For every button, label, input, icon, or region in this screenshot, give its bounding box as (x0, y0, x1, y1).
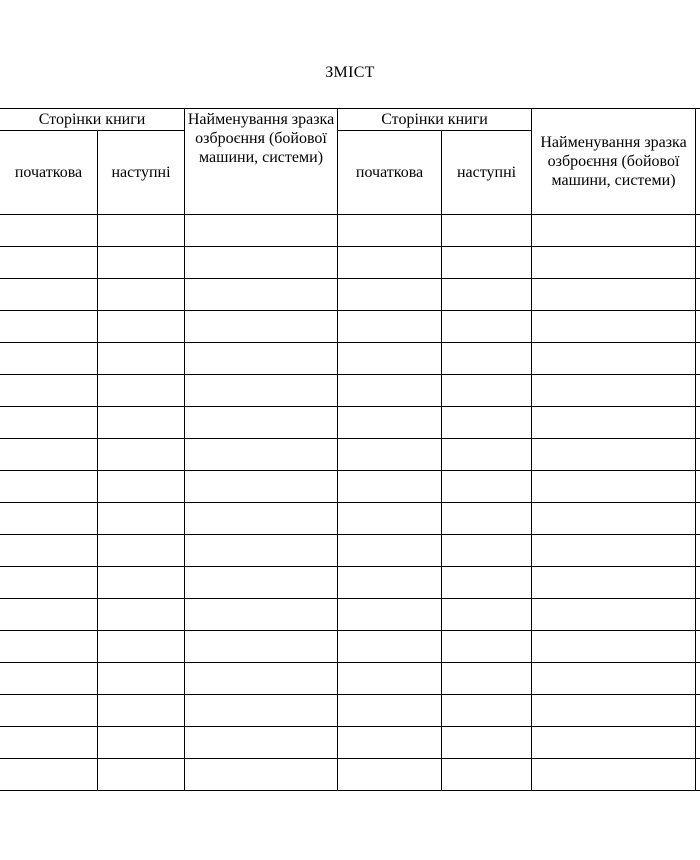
name-cell-right (532, 279, 696, 311)
extra-cell (696, 759, 700, 791)
initial-page-cell-left (0, 279, 98, 311)
name-cell-left (185, 631, 338, 663)
name-cell-right (532, 567, 696, 599)
name-cell-left (185, 343, 338, 375)
table-row (0, 343, 700, 375)
name-cell-left (185, 759, 338, 791)
initial-page-cell-right (338, 439, 442, 471)
initial-page-cell-right (338, 247, 442, 279)
next-pages-cell-left (98, 279, 185, 311)
initial-page-cell-right (338, 695, 442, 727)
initial-page-cell-right (338, 567, 442, 599)
next-pages-header-right: наступні (442, 131, 532, 215)
next-pages-cell-right (442, 247, 532, 279)
next-pages-cell-left (98, 695, 185, 727)
initial-page-cell-left (0, 503, 98, 535)
initial-page-cell-left (0, 567, 98, 599)
name-cell-right (532, 503, 696, 535)
next-pages-cell-right (442, 375, 532, 407)
extra-cell (696, 471, 700, 503)
table-row (0, 375, 700, 407)
initial-page-cell-left (0, 471, 98, 503)
table-body (0, 215, 700, 791)
next-pages-cell-left (98, 471, 185, 503)
next-pages-cell-left (98, 599, 185, 631)
page-title: ЗМІСТ (325, 64, 375, 81)
initial-page-cell-left (0, 727, 98, 759)
header-extra-column (696, 109, 700, 215)
name-cell-right (532, 439, 696, 471)
name-cell-left (185, 471, 338, 503)
name-cell-right (532, 759, 696, 791)
table-row (0, 439, 700, 471)
name-cell-left (185, 311, 338, 343)
name-cell-left (185, 215, 338, 247)
next-pages-cell-left (98, 439, 185, 471)
next-pages-cell-right (442, 279, 532, 311)
table-row (0, 567, 700, 599)
table-row (0, 407, 700, 439)
initial-page-cell-right (338, 343, 442, 375)
table-row (0, 279, 700, 311)
next-pages-cell-left (98, 663, 185, 695)
name-cell-left (185, 727, 338, 759)
name-cell-right (532, 407, 696, 439)
initial-page-cell-left (0, 215, 98, 247)
next-pages-cell-left (98, 375, 185, 407)
table-row (0, 471, 700, 503)
next-pages-cell-right (442, 407, 532, 439)
next-pages-cell-right (442, 599, 532, 631)
name-cell-left (185, 503, 338, 535)
extra-cell (696, 599, 700, 631)
initial-page-cell-left (0, 663, 98, 695)
name-cell-left (185, 375, 338, 407)
next-pages-cell-right (442, 727, 532, 759)
extra-cell (696, 407, 700, 439)
next-pages-cell-right (442, 663, 532, 695)
next-pages-cell-right (442, 503, 532, 535)
next-pages-cell-right (442, 631, 532, 663)
initial-page-cell-right (338, 471, 442, 503)
initial-page-cell-left (0, 695, 98, 727)
initial-page-cell-right (338, 279, 442, 311)
initial-page-cell-left (0, 407, 98, 439)
initial-page-cell-left (0, 759, 98, 791)
extra-cell (696, 343, 700, 375)
extra-cell (696, 311, 700, 343)
initial-page-cell-left (0, 599, 98, 631)
table-row (0, 215, 700, 247)
table-row (0, 663, 700, 695)
extra-cell (696, 631, 700, 663)
next-pages-header-left: наступні (98, 131, 185, 215)
initial-page-header-left: початкова (0, 131, 98, 215)
next-pages-cell-right (442, 695, 532, 727)
initial-page-cell-left (0, 439, 98, 471)
table-row (0, 503, 700, 535)
contents-table (0, 108, 700, 791)
pages-group-header-right: Сторінки книги (338, 109, 532, 131)
table-row (0, 727, 700, 759)
name-cell-right (532, 471, 696, 503)
name-cell-right (532, 343, 696, 375)
extra-cell (696, 375, 700, 407)
table-row (0, 599, 700, 631)
initial-page-cell-right (338, 215, 442, 247)
next-pages-cell-right (442, 439, 532, 471)
name-cell-right (532, 695, 696, 727)
name-cell-left (185, 599, 338, 631)
name-cell-left (185, 695, 338, 727)
extra-cell (696, 535, 700, 567)
initial-page-cell-left (0, 375, 98, 407)
name-cell-right (532, 535, 696, 567)
initial-page-cell-left (0, 343, 98, 375)
name-cell-right (532, 375, 696, 407)
next-pages-cell-left (98, 215, 185, 247)
extra-cell (696, 247, 700, 279)
next-pages-cell-left (98, 631, 185, 663)
name-header-left: Найменування зразка озброєння (бойової машини, системи) (185, 109, 338, 215)
name-cell-right (532, 215, 696, 247)
extra-cell (696, 695, 700, 727)
initial-page-cell-right (338, 407, 442, 439)
next-pages-cell-left (98, 567, 185, 599)
name-cell-right (532, 663, 696, 695)
name-cell-right (532, 599, 696, 631)
next-pages-cell-left (98, 759, 185, 791)
initial-page-cell-right (338, 631, 442, 663)
extra-cell (696, 727, 700, 759)
table-row (0, 247, 700, 279)
name-cell-right (532, 631, 696, 663)
next-pages-cell-left (98, 503, 185, 535)
next-pages-cell-left (98, 727, 185, 759)
table-row (0, 631, 700, 663)
initial-page-cell-right (338, 759, 442, 791)
initial-page-cell-right (338, 503, 442, 535)
pages-group-header-left: Сторінки книги (0, 109, 185, 131)
next-pages-cell-right (442, 535, 532, 567)
next-pages-cell-left (98, 343, 185, 375)
extra-cell (696, 663, 700, 695)
next-pages-cell-right (442, 311, 532, 343)
table-row (0, 311, 700, 343)
next-pages-cell-left (98, 535, 185, 567)
name-header-right: Найменування зразка озброєння (бойової машини, системи) (532, 109, 696, 215)
initial-page-cell-right (338, 311, 442, 343)
name-cell-left (185, 567, 338, 599)
table-header (0, 109, 700, 215)
table-row (0, 535, 700, 567)
name-cell-left (185, 439, 338, 471)
name-cell-left (185, 247, 338, 279)
extra-cell (696, 503, 700, 535)
next-pages-cell-left (98, 407, 185, 439)
initial-page-cell-left (0, 311, 98, 343)
name-cell-right (532, 727, 696, 759)
initial-page-cell-right (338, 663, 442, 695)
next-pages-cell-left (98, 311, 185, 343)
extra-cell (696, 215, 700, 247)
next-pages-cell-right (442, 567, 532, 599)
name-cell-right (532, 247, 696, 279)
next-pages-cell-right (442, 471, 532, 503)
initial-page-cell-left (0, 631, 98, 663)
name-cell-right (532, 311, 696, 343)
name-cell-left (185, 535, 338, 567)
extra-cell (696, 279, 700, 311)
initial-page-cell-right (338, 535, 442, 567)
initial-page-header-right: початкова (338, 131, 442, 215)
next-pages-cell-right (442, 759, 532, 791)
next-pages-cell-right (442, 343, 532, 375)
next-pages-cell-right (442, 215, 532, 247)
extra-cell (696, 567, 700, 599)
next-pages-cell-left (98, 247, 185, 279)
extra-cell (696, 439, 700, 471)
initial-page-cell-left (0, 247, 98, 279)
name-cell-left (185, 279, 338, 311)
initial-page-cell-right (338, 375, 442, 407)
initial-page-cell-right (338, 727, 442, 759)
name-cell-left (185, 663, 338, 695)
initial-page-cell-right (338, 599, 442, 631)
initial-page-cell-left (0, 535, 98, 567)
name-cell-left (185, 407, 338, 439)
table-row (0, 695, 700, 727)
table-row (0, 759, 700, 791)
